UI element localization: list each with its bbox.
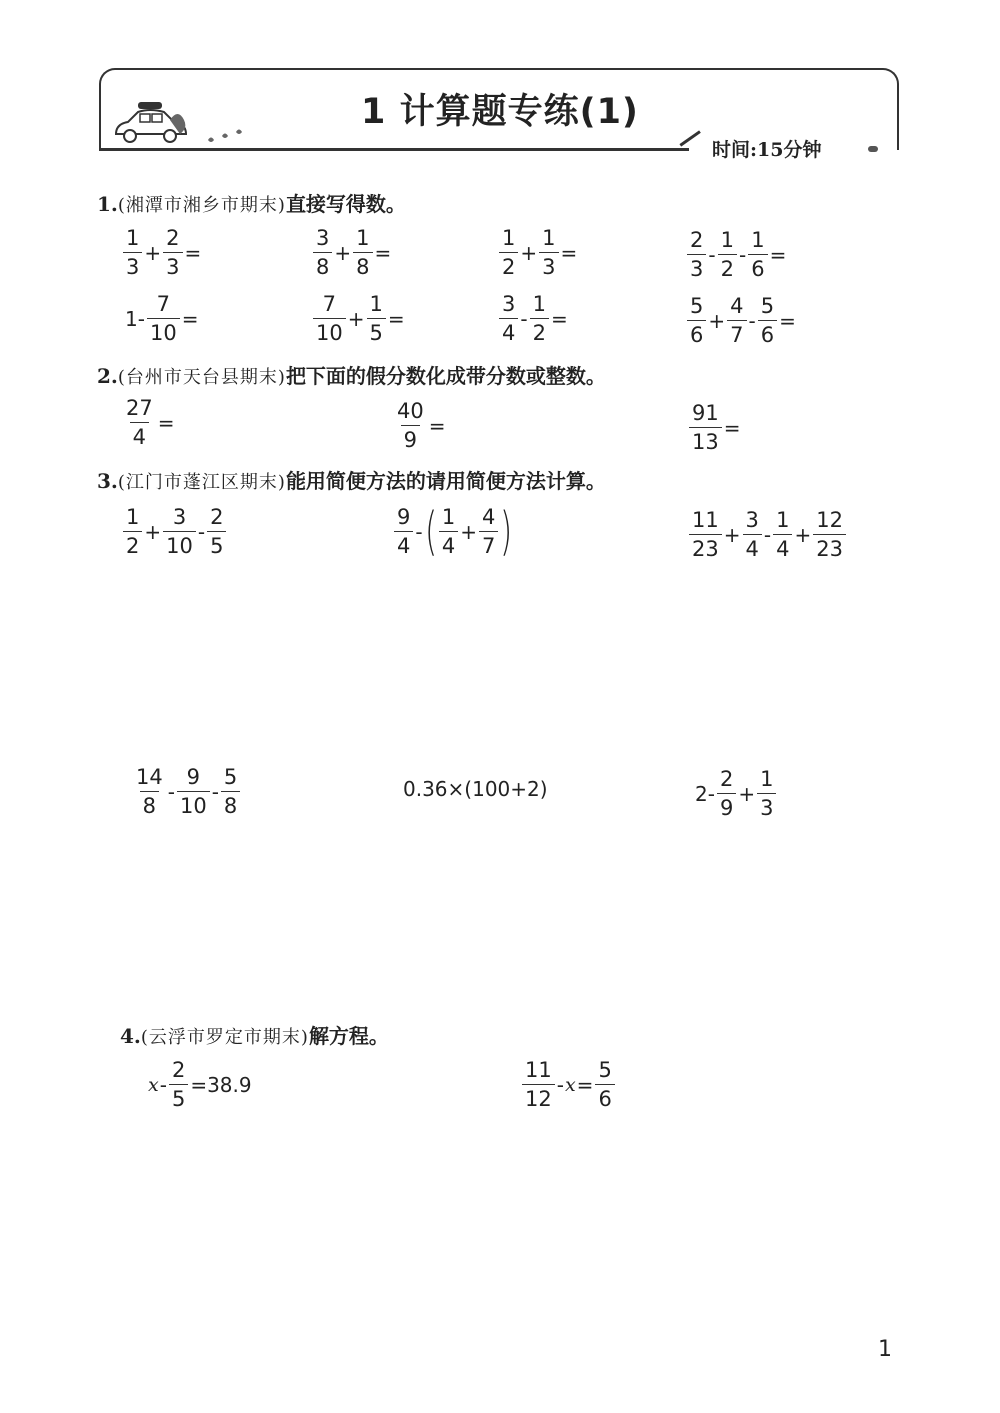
- denominator: 6: [595, 1084, 614, 1113]
- denominator: 23: [813, 534, 846, 563]
- numerator: 14: [136, 765, 163, 789]
- denominator: 8: [353, 252, 372, 281]
- numerator: 1: [502, 226, 516, 250]
- denominator: 23: [689, 534, 722, 563]
- page-title: 1 计算题专练(1): [361, 92, 639, 132]
- expression: [122, 503, 227, 560]
- operator: 1-: [125, 306, 145, 331]
- denominator: 3: [123, 252, 142, 281]
- fraction: [773, 506, 792, 563]
- fraction: [717, 765, 736, 822]
- denominator: 7: [727, 320, 746, 349]
- denominator: 5: [207, 531, 226, 560]
- operator: +: [723, 522, 741, 547]
- numerator: 27: [126, 396, 153, 420]
- numerator: 2: [171, 1058, 186, 1082]
- operator: -: [738, 242, 747, 267]
- question-source: (台州市天台县期末): [117, 367, 286, 388]
- denominator: 10: [313, 318, 346, 347]
- numerator: 5: [223, 765, 238, 789]
- operator: +: [144, 240, 162, 265]
- numerator: 2: [166, 226, 180, 250]
- expression: [393, 397, 447, 454]
- banner-dot: [868, 146, 878, 152]
- fraction: [221, 763, 240, 820]
- variable: x: [148, 1073, 159, 1096]
- question-number: 4.: [120, 1024, 141, 1048]
- question-2-heading: [97, 360, 606, 389]
- numerator: 7: [322, 292, 337, 316]
- operator: +: [144, 519, 162, 544]
- numerator: 1: [369, 292, 383, 316]
- fraction: [689, 506, 722, 563]
- expression: [122, 394, 176, 451]
- operator: =: [560, 240, 578, 265]
- time-limit: 时间:15分钟: [712, 139, 822, 161]
- operator: -: [748, 308, 756, 333]
- fraction: [595, 1056, 614, 1113]
- expression: [312, 290, 406, 347]
- fraction: [353, 224, 372, 281]
- numerator: 1: [760, 767, 774, 791]
- numerator: 91: [692, 401, 719, 425]
- denominator: 4: [394, 531, 413, 560]
- question-1-heading: [97, 188, 406, 217]
- numerator: 1: [356, 226, 370, 250]
- expression: [686, 292, 797, 349]
- fraction: [813, 506, 846, 563]
- denominator: 8: [313, 252, 332, 281]
- numerator: 3: [172, 505, 187, 529]
- fraction: [133, 763, 166, 820]
- numerator: 40: [397, 399, 424, 423]
- operator: =: [779, 308, 796, 333]
- numerator: 1: [776, 508, 790, 532]
- denominator: 13: [689, 427, 722, 456]
- operator: -: [415, 519, 423, 544]
- numerator: 3: [502, 292, 516, 316]
- expression: [498, 290, 569, 347]
- fraction: [757, 765, 776, 822]
- fraction: [169, 1056, 188, 1113]
- expression: [498, 224, 578, 281]
- denominator: 2: [499, 252, 518, 281]
- fraction: [313, 290, 346, 347]
- numerator: 11: [692, 508, 719, 532]
- fraction: [313, 224, 332, 281]
- question-instruction: 能用简便方法的请用简便方法计算。: [285, 469, 606, 493]
- fraction: [499, 290, 518, 347]
- numerator: 1: [542, 226, 556, 250]
- denominator: 10: [163, 531, 196, 560]
- expression: [521, 1056, 616, 1113]
- denominator: 4: [773, 534, 792, 563]
- expression: [688, 399, 742, 456]
- fraction: [177, 763, 210, 820]
- numerator: 2: [719, 767, 734, 791]
- numerator: 11: [525, 1058, 552, 1082]
- numerator: 1: [126, 226, 140, 250]
- denominator: 4: [743, 534, 762, 563]
- expression: [694, 765, 777, 822]
- question-4-heading: [120, 1020, 389, 1049]
- question-3-heading: [97, 465, 606, 494]
- question-instruction: 把下面的假分数化成带分数或整数。: [285, 364, 606, 388]
- operator: 0.36×(100+2): [403, 777, 548, 801]
- expression: [132, 763, 241, 820]
- numerator: 9: [186, 765, 200, 789]
- expression: [148, 1056, 253, 1113]
- numerator: 1: [751, 228, 765, 252]
- fraction: [147, 290, 180, 347]
- numerator: 7: [156, 292, 170, 316]
- denominator: 3: [757, 793, 776, 822]
- numerator: 12: [816, 508, 843, 532]
- operator: =38.9: [190, 1072, 252, 1097]
- fraction: [748, 226, 767, 283]
- expression: [393, 503, 514, 560]
- operator: =: [184, 240, 202, 265]
- fraction: [123, 394, 156, 451]
- operator: =: [428, 413, 446, 438]
- fraction: [539, 224, 558, 281]
- expression: [688, 506, 847, 563]
- numerator: 3: [316, 226, 330, 250]
- page-number: 1: [878, 1337, 892, 1362]
- denominator: 6: [687, 320, 706, 349]
- fraction: [163, 224, 182, 281]
- denominator: 4: [130, 422, 149, 451]
- numerator: 5: [690, 294, 704, 318]
- operator: -: [520, 306, 528, 331]
- numerator: 1: [126, 505, 140, 529]
- denominator: 3: [163, 252, 182, 281]
- operator: +: [460, 519, 478, 544]
- denominator: 6: [748, 254, 767, 283]
- fraction: [394, 397, 427, 454]
- fraction: [758, 292, 777, 349]
- denominator: 5: [169, 1084, 188, 1113]
- denominator: 4: [439, 531, 458, 560]
- denominator: 4: [499, 318, 518, 347]
- fraction: [743, 506, 762, 563]
- operator: -: [556, 1072, 564, 1097]
- denominator: 2: [530, 318, 549, 347]
- fraction: [727, 292, 746, 349]
- question-source: (江门市蓬江区期末): [117, 472, 286, 493]
- denominator: 9: [717, 793, 736, 822]
- denominator: 10: [147, 318, 180, 347]
- operator: -: [167, 779, 175, 804]
- operator: -: [708, 242, 716, 267]
- fraction: [367, 290, 386, 347]
- denominator: 2: [718, 254, 737, 283]
- numerator: 4: [730, 294, 744, 318]
- numerator: 5: [598, 1058, 612, 1082]
- numerator: 2: [690, 228, 704, 252]
- denominator: 8: [221, 791, 240, 820]
- fraction: [207, 503, 226, 560]
- numerator: 9: [397, 505, 411, 529]
- denominator: 5: [367, 318, 386, 347]
- fraction: [522, 1056, 555, 1113]
- operator: =: [181, 306, 199, 331]
- fraction: [687, 226, 706, 283]
- fraction: [687, 292, 706, 349]
- operator: 2-: [695, 781, 715, 806]
- operator: -: [763, 522, 772, 547]
- denominator: 2: [123, 531, 142, 560]
- variable: x: [564, 1073, 576, 1096]
- operator: =: [157, 410, 175, 435]
- fraction: [394, 503, 413, 560]
- fraction: [163, 503, 196, 560]
- operator: +: [347, 306, 365, 331]
- operator: =: [769, 242, 787, 267]
- question-number: 1.: [97, 192, 118, 216]
- expression: [686, 226, 787, 283]
- numerator: 4: [482, 505, 496, 529]
- fraction: [123, 503, 142, 560]
- fraction: [499, 224, 518, 281]
- fraction: [123, 224, 142, 281]
- expression: [312, 224, 392, 281]
- denominator: 7: [479, 531, 498, 560]
- fraction: [530, 290, 549, 347]
- operator: +: [738, 781, 756, 806]
- denominator: 9: [401, 425, 420, 454]
- operator: +: [334, 240, 352, 265]
- fraction: [479, 503, 498, 560]
- parenthesis: (: [424, 501, 437, 562]
- numerator: 1: [441, 505, 456, 529]
- expression: [124, 290, 199, 347]
- parenthesis: ): [500, 501, 513, 562]
- operator: =: [550, 306, 568, 331]
- numerator: 3: [745, 508, 759, 532]
- question-number: 3.: [97, 469, 118, 493]
- operator: +: [520, 240, 538, 265]
- fraction: [689, 399, 722, 456]
- denominator: 3: [687, 254, 706, 283]
- operator: +: [708, 308, 726, 333]
- question-source: (云浮市罗定市期末): [140, 1027, 309, 1048]
- denominator: 6: [758, 320, 777, 349]
- operator: -: [159, 1072, 167, 1097]
- operator: =: [576, 1072, 594, 1097]
- operator: -: [211, 779, 219, 804]
- numerator: 1: [720, 228, 734, 252]
- denominator: 12: [522, 1084, 555, 1113]
- expression: [402, 777, 549, 801]
- denominator: 3: [539, 252, 558, 281]
- question-number: 2.: [97, 364, 118, 388]
- fraction: [718, 226, 737, 283]
- denominator: 10: [177, 791, 210, 820]
- numerator: 2: [210, 505, 224, 529]
- fraction: [439, 503, 458, 560]
- question-instruction: 解方程。: [308, 1024, 389, 1048]
- operator: -: [197, 519, 206, 544]
- question-source: (湘潭市湘乡市期末): [117, 195, 286, 216]
- operator: =: [387, 306, 405, 331]
- denominator: 8: [140, 791, 159, 820]
- numerator: 5: [760, 294, 775, 318]
- question-instruction: 直接写得数。: [285, 192, 406, 216]
- expression: [122, 224, 202, 281]
- operator: =: [374, 240, 392, 265]
- numerator: 1: [532, 292, 546, 316]
- operator: +: [794, 522, 812, 547]
- operator: =: [723, 415, 741, 440]
